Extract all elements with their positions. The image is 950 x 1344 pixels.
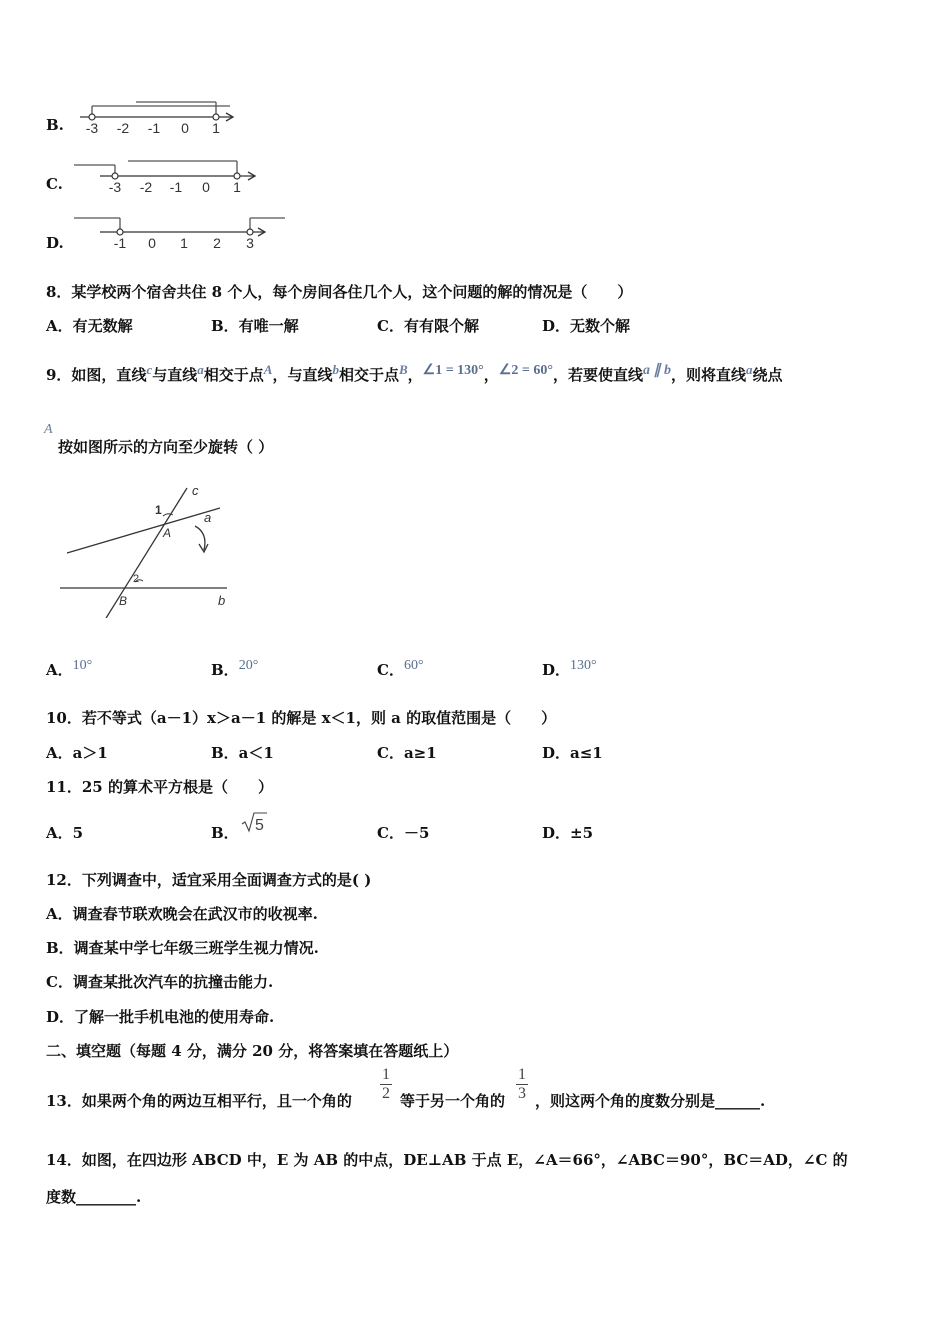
sqrt-radicand: 5: [255, 817, 264, 834]
q11-option-c: C．－5: [377, 824, 430, 842]
q9-stem-line1: 9．如图，直线$^c$与直线$^a$相交于点$^A$，与直线$^b$相交于点$^B$，$^{\angle 1 = 130^\circ}$，$^{\angle 2 = 60^\circ}$，若要使直线$^{a \parallel b}$，则将直线$^a$绕点: [46, 362, 783, 384]
nl-c-tick-2: -1: [169, 179, 183, 195]
q14-line1: 14．如图，在四边形 ABCD 中，E 为 AB 的中点，DE⊥AB 于点 E，∠A＝66°，∠ABC＝90°，BC＝AD，∠C 的: [46, 1151, 848, 1169]
q13-part2: 等于另一个角的: [400, 1092, 506, 1110]
q13-fraction-third: $\frac{1}{3}$: [518, 1066, 526, 1102]
q9-option-a: A．$^{10^\circ}$: [46, 658, 93, 679]
fig-label-angle2: 2: [133, 573, 140, 585]
q13-part1: 13．如果两个角的两边互相平行，且一个角的: [46, 1092, 352, 1110]
q8-option-d: D．无数个解: [542, 317, 631, 335]
option-letter-d: D.: [46, 234, 64, 252]
q8-option-c: C．有有限个解: [377, 317, 479, 335]
q12-stem: 12．下列调查中，适宜采用全面调查方式的是( ): [46, 871, 372, 889]
q9-figure: [55, 478, 245, 618]
nl-c-tick-3: 0: [202, 179, 210, 195]
q10-option-d: D．a≤1: [542, 744, 603, 762]
fig-label-point-b: B: [119, 594, 128, 608]
sqrt-symbol: [240, 810, 268, 834]
line-c: [103, 488, 187, 618]
number-line-b: [70, 96, 250, 138]
q11-option-d: D．±5: [542, 824, 594, 842]
fig-label-point-a: A: [163, 526, 172, 540]
q9-stem-line2: 按如图所示的方向至少旋转（ ）: [58, 438, 274, 456]
q13-fraction-half: $\frac{1}{2}$: [382, 1066, 390, 1102]
q12-option-b: B．调查某中学七年级三班学生视力情况.: [46, 939, 319, 957]
nl-c-tick-0: -3: [108, 179, 122, 195]
q12-option-a: A．调查春节联欢晚会在武汉市的收视率.: [46, 905, 318, 923]
q10-stem: 10．若不等式（a－1）x＞a－1 的解是 x＜1，则 a 的取值范围是（ ）: [46, 709, 557, 727]
q13-part3: ，则这两个角的度数分别是______.: [535, 1092, 766, 1110]
nl-c-tick-4: 1: [233, 179, 241, 195]
nl-d-tick-1: 0: [148, 235, 156, 251]
q11-option-b: B．: [211, 824, 239, 842]
nl-b-tick-2: -1: [147, 120, 161, 136]
nl-b-tick-3: 0: [181, 120, 189, 136]
nl-c-tick-1: -2: [139, 179, 153, 195]
line-a: [67, 508, 220, 553]
nl-d-tick-3: 2: [213, 235, 221, 251]
q9-option-d: D．$^{130^\circ}$: [542, 658, 597, 679]
number-line-c: [70, 155, 260, 197]
option-letter-c: C.: [46, 175, 63, 193]
q14-line2: 度数________.: [46, 1188, 142, 1206]
nl-b-tick-4: 1: [212, 120, 220, 136]
number-line-d: [70, 212, 290, 256]
q9-option-c: C．$^{60^\circ}$: [377, 658, 424, 679]
q9-option-b: B．$^{20^\circ}$: [211, 658, 259, 679]
q12-option-d: D．了解一批手机电池的使用寿命.: [46, 1008, 275, 1026]
q10-option-a: A．a＞1: [46, 744, 108, 762]
fig-label-angle1: 1: [155, 503, 162, 517]
nl-d-tick-0: -1: [113, 235, 127, 251]
q10-option-b: B．a＜1: [211, 744, 274, 762]
nl-b-tick-1: -2: [116, 120, 130, 136]
q8-stem: 8．某学校两个宿舍共住 8 个人，每个房间各住几个人，这个问题的解的情况是（ ）: [46, 283, 633, 301]
q8-option-b: B．有唯一解: [211, 317, 299, 335]
nl-b-tick-0: -3: [85, 120, 99, 136]
nl-d-tick-2: 1: [180, 235, 188, 251]
fig-label-a: a: [204, 510, 212, 525]
q8-option-a: A．有无数解: [46, 317, 133, 335]
section-2-heading: 二、填空题（每题 4 分，满分 20 分，将答案填在答题纸上）: [46, 1042, 459, 1060]
q9-point-a-label: A: [44, 422, 53, 437]
fig-label-b: b: [218, 593, 226, 608]
fig-label-c: c: [192, 483, 199, 498]
option-letter-b: B.: [46, 116, 64, 134]
q11-stem: 11．25 的算术平方根是（ ）: [46, 778, 273, 796]
q11-option-a: A．5: [46, 824, 84, 842]
q12-option-c: C．调查某批次汽车的抗撞击能力.: [46, 973, 274, 991]
q10-option-c: C．a≥1: [377, 744, 437, 762]
nl-d-tick-4: 3: [246, 235, 254, 251]
